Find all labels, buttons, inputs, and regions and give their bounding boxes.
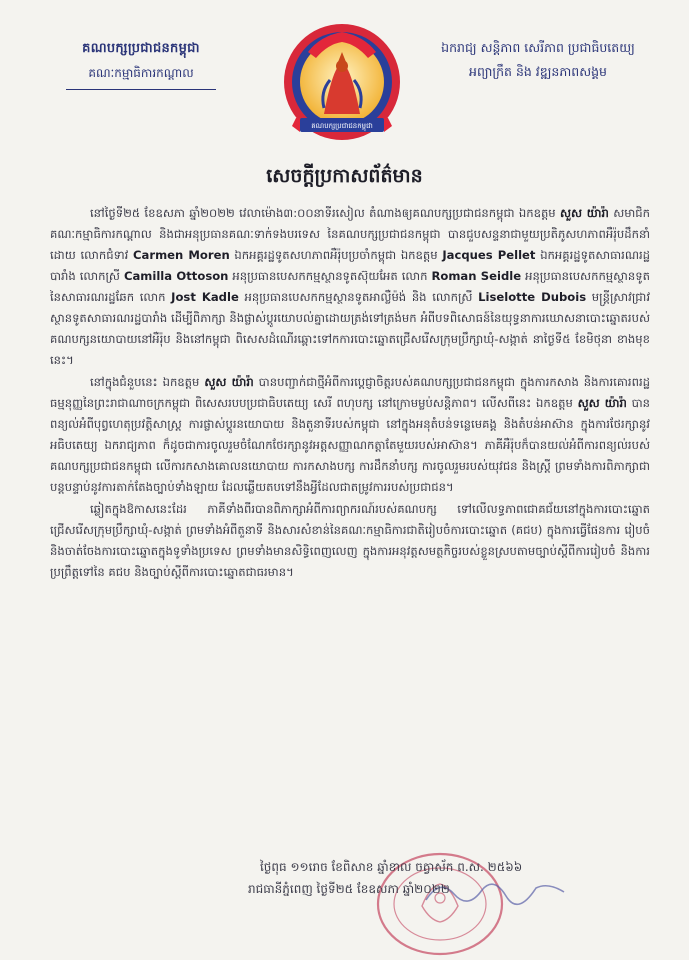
- document-body: [50, 203, 650, 584]
- paragraph-text: ឯកអគ្គរដ្ឋទូតសហភាពអឺរ៉ុបប្រចាំកម្ពុជា ឯកឧត្តម: [229, 248, 443, 262]
- highlighted-name: Roman Seidle: [431, 269, 522, 283]
- paragraph-text: មន្ត្រីស្រាវជ្រាវស្ថានទូតសាធារណរដ្ឋបារាំង ដើម្បីពិភាក្សា និងផ្លាស់ប្តូរយោបល់គ្នាដោយត្រង់ទៅត្រង់មក អំពីបទពិសោធន៍នៃយុទ្ធនាការឃោសនាបោះឆ្នោតរបស់គណបក្សនយោបាយនៅអឺរ៉ុប និងនៅកម្ពុជា ពិសេសដំណើរឆ្ពោះទៅកការបោះឆ្នោតជ្រើសរើសក្រុមប្រឹក្សាឃុំ-សង្កាត់ នាថ្ងៃទី៥ ខែមិថុនា ខាងមុខនេះ។: [50, 290, 651, 367]
- motto-line-1: ឯករាជ្យ សន្តិភាព សេរីភាព ប្រជាធិបតេយ្យ: [441, 40, 635, 55]
- paragraph-text: អនុប្រធានបេសកកម្មស្ថានទូតស៊ុយអែត លោក: [228, 269, 432, 283]
- motto-line-2: អព្យាក្រឹត និង វឌ្ឍនភាពសង្គម: [469, 64, 607, 79]
- highlighted-name: Jacques Pellet: [442, 248, 536, 262]
- highlighted-name: សួស យ៉ារ៉ា: [560, 206, 609, 220]
- lunar-date: ថ្ងៃពុធ ១១រោច ខែពិសាខ ឆ្នាំខាល ចត្វាស័ក ព.ស. ២៥៦៦: [260, 860, 523, 874]
- logo-banner-text: គណបក្សប្រជាជនកម្ពុជា: [311, 122, 373, 130]
- national-motto: [413, 40, 663, 83]
- paragraph-text: នៅក្នុងជំនួបនេះ ឯកឧត្តម: [90, 375, 205, 389]
- body-paragraph: [50, 372, 650, 498]
- highlighted-name: Liselotte Dubois: [478, 290, 587, 304]
- paragraph-text: នៅថ្ងៃទី២៥ ខែឧសភា ឆ្នាំ២០២២ វេលាម៉ោង៣:០០នាទីរសៀល តំណាងឲ្យគណបក្សប្រជាជនកម្ពុជា ឯកឧត្តម: [90, 206, 561, 220]
- body-paragraph: [50, 499, 650, 583]
- highlighted-name: Jost Kadle: [171, 290, 239, 304]
- body-paragraph: [50, 203, 650, 371]
- paragraph-text: អនុប្រធានបេសកកម្មស្ថានទូតនៃសាធារណរដ្ឋឆែក លោក: [50, 269, 650, 304]
- paragraph-text: ឯកអគ្គរដ្ឋទូតសាធារណរដ្ឋបារាំង លោកស្រី: [50, 248, 651, 283]
- highlighted-name: Carmen Moren: [133, 248, 230, 262]
- date-block: [230, 856, 610, 900]
- committee-name: គណៈកម្មាធិការកណ្តាល: [88, 66, 194, 80]
- party-name: គណបក្សប្រជាជនកម្ពុជា: [82, 41, 200, 56]
- highlighted-name: សួស យ៉ារ៉ា: [204, 375, 254, 389]
- header-rule: [66, 89, 216, 90]
- place-date: រាជធានីភ្នំពេញ ថ្ងៃទី២៥ ខែឧសភា ឆ្នាំ២០២២: [248, 882, 450, 896]
- party-logo: [280, 22, 404, 148]
- paragraph-text: សមាជិកគណៈកម្មាធិការកណ្តាល និងជាអនុប្រធានគណៈទាក់ទងបរទេស នៃគណបក្សប្រជាជនកម្ពុជា បានជួបសន្ទនាជាមួយប្រតិភូសហភាពអឺរ៉ុបដឹកនាំដោយ លោកជំទាវ: [50, 206, 650, 262]
- paragraph-text: ឆ្លៀតក្នុងឱកាសនេះដែរ ភាគីទាំងពីរបានពិភាក្សាអំពីការព្យាករណ៍របស់គណបក្ស ទៅលើលទ្ធភាពជោគជ័យនៅក្នុងការបោះឆ្នោតជ្រើសរើសក្រុមប្រឹក្សាឃុំ-សង្កាត់ ព្រមទាំងអំពីតួនាទី និងសារសំខាន់នៃគណៈកម្មាធិការជាតិរៀបចំការបោះឆ្នោត (គជប) ក្នុងការធ្វើផែនការ រៀបចំ និងចាត់ចែងការបោះឆ្នោតក្នុងទូទាំងប្រទេស ព្រមទាំងមានសិទ្ធិពេញលេញ ក្នុងការអនុវត្តសមត្ថកិច្ចរបស់ខ្លួនស្របតាមច្បាប់ស្តីពីការរៀបចំ និងការប្រព្រឹត្តទៅនៃ គជប និងច្បាប់ស្តីពីការបោះឆ្នោតជាធរមាន។: [50, 502, 650, 579]
- document-title: សេចក្តីប្រកាសព័ត៌មាន: [266, 165, 423, 187]
- highlighted-name: Camilla Ottoson: [123, 269, 229, 283]
- paragraph-text: បានពន្យល់អំពីបុព្វហេតុប្រវត្តិសាស្ត្រ ការផ្លាស់ប្តូរនយោបាយ និងតួនាទីរបស់កម្ពុជា នៅក្នុងអនុតំបន់ទន្លេមេគង្គ និងតំបន់អាស៊ាន ក្នុងការថែរក្សានូវអធិបតេយ្យ ឯករាជ្យភាព ក៏ដូចជាការចូលរួមចំណែកថែរក្សានូវអត្តសញ្ញាណកត្តាតែមួយរបស់អាស៊ាន។ ភាគីអឺរ៉ុបក៏បានយល់អំពីការពន្យល់របស់គណបក្សប្រជាជនកម្ពុជា លើការកសាងគោលនយោបាយ ការកសាងបក្ស ការដឹកនាំបក្ស ការចូលរួមរបស់យុវជន និងស្ត្រី ព្រមទាំងការពិភាក្សាជាបន្តបន្ទាប់នូវការតាក់តែងច្បាប់ទាំងឡាយ ដែលឆ្លើយតបទៅនឹងអ្វីដែលជាតម្រូវការរបស់ប្រជាជន។: [50, 396, 650, 494]
- paragraph-text: បានបញ្ជាក់ជាថ្មីអំពីការប្តេជ្ញាចិត្តរបស់គណបក្សប្រជាជនកម្ពុជា ក្នុងការកសាង និងការគោរពរដ្ឋធម្មនុញ្ញនៃព្រះរាជាណាចក្រកម្ពុជា ពិសេសរបបប្រជាធិបតេយ្យ សេរី ពហុបក្ស នៅក្រោមម្លប់សន្តិភាព។ លើសពីនេះ ឯកឧត្តម: [50, 375, 650, 410]
- party-header: [36, 40, 246, 90]
- paragraph-text: អនុប្រធានបេសកកម្មស្ថានទូតអាល្លឺម៉ង់ និង លោកស្រី: [238, 290, 479, 304]
- highlighted-name: សួស យ៉ារ៉ា: [577, 396, 627, 410]
